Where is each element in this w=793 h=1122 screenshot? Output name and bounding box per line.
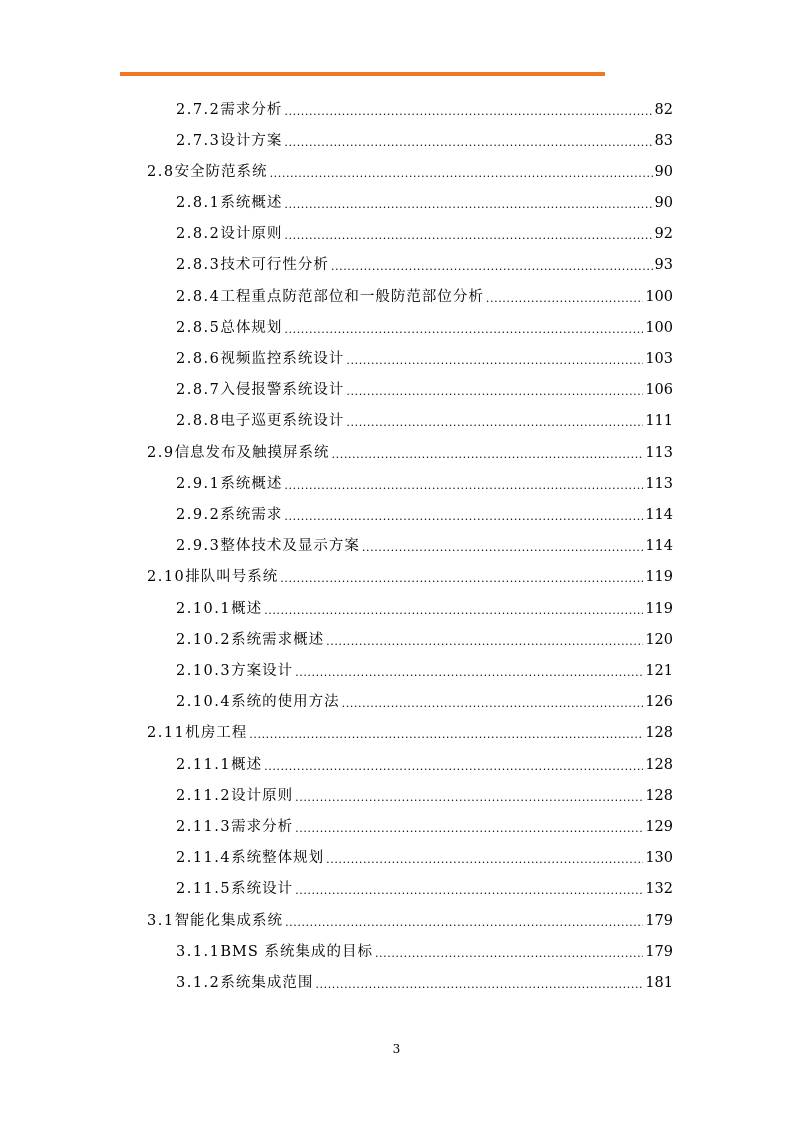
toc-entry-number: 2.9.1 [176,476,221,492]
toc-entry[interactable] [176,968,673,999]
toc-entry-page: 103 [645,351,673,367]
toc-entry-page: 83 [654,133,673,149]
toc-dot-leader [295,781,643,812]
toc-entry-number: 2.10.2 [176,632,232,648]
toc-entry[interactable] [176,313,673,344]
toc-entry-title: 系统整体规划 [231,850,325,866]
toc-entry-number: 2.9.3 [176,538,221,554]
toc-entry-number: 3.1.1 [176,944,221,960]
toc-entry[interactable] [176,95,673,126]
toc-entry-page: 82 [654,102,673,118]
toc-dot-leader [284,219,652,250]
toc-entry[interactable] [176,812,673,843]
toc-dot-leader [270,157,653,188]
toc-entry-page: 100 [645,289,673,305]
toc-dot-leader [249,718,643,749]
toc-entry-number: 3.1 [147,913,175,929]
toc-entry-number: 2.11.5 [176,881,232,897]
toc-entry-number: 2.10 [147,569,186,585]
toc-entry-page: 113 [645,476,673,492]
toc-entry[interactable] [176,219,673,250]
toc-entry-page: 119 [645,569,673,585]
toc-dot-leader [284,188,652,219]
toc-entry[interactable] [176,781,673,812]
toc-entry-number: 2.9.2 [176,507,221,523]
toc-entry-title: 设计方案 [220,133,283,149]
toc-dot-leader [284,500,643,531]
toc-entry-title: 系统集成范围 [220,975,314,991]
toc-entry-title: 需求分析 [220,102,283,118]
toc-entry-page: 100 [645,320,673,336]
toc-entry[interactable] [176,937,673,968]
toc-entry-title: 技术可行性分析 [220,257,329,273]
toc-entry[interactable] [176,656,673,687]
toc-entry[interactable] [147,562,673,593]
toc-entry-title: 概述 [231,757,263,773]
toc-entry-number: 2.7.3 [176,133,221,149]
toc-entry-page: 126 [645,694,673,710]
toc-entry-title: 方案设计 [231,663,294,679]
toc-dot-leader [295,812,643,843]
toc-entry-number: 2.8 [147,164,175,180]
toc-entry[interactable] [176,843,673,874]
toc-dot-leader [295,656,643,687]
toc-entry-page: 119 [645,601,673,617]
toc-entry-title: 设计原则 [231,788,294,804]
toc-entry-page: 128 [645,788,673,804]
toc-entry-page: 179 [645,913,673,929]
toc-entry-page: 90 [654,164,673,180]
toc-entry-title: 系统需求 [220,507,283,523]
toc-dot-leader [280,562,643,593]
header-rule [120,72,605,76]
toc-entry[interactable] [147,438,673,469]
toc-dot-leader [284,95,652,126]
toc-entry-number: 2.11.3 [176,819,232,835]
toc-entry-title: 系统设计 [231,881,294,897]
toc-entry-title: 整体技术及显示方案 [220,538,360,554]
toc-entry-title: 视频监控系统设计 [220,351,345,367]
toc-entry-page: 128 [645,757,673,773]
toc-entry-page: 129 [645,819,673,835]
toc-entry[interactable] [176,126,673,157]
toc-entry-number: 2.10.1 [176,601,232,617]
toc-entry-page: 106 [645,382,673,398]
toc-entry-number: 2.11.1 [176,757,232,773]
toc-dot-leader [285,906,643,937]
toc-entry[interactable] [176,531,673,562]
toc-entry-title: 机房工程 [185,725,248,741]
toc-entry-title: 系统概述 [220,476,283,492]
toc-entry[interactable] [176,750,673,781]
toc-entry[interactable] [176,282,673,313]
page-number: 3 [392,1042,401,1056]
toc-entry-number: 2.7.2 [176,102,221,118]
toc-entry-number: 2.11 [147,725,186,741]
toc-entry[interactable] [176,500,673,531]
toc-entry-number: 2.9 [147,445,175,461]
toc-entry-page: 181 [645,975,673,991]
toc-entry-page: 114 [645,507,673,523]
toc-entry[interactable] [176,406,673,437]
toc-dot-leader [342,687,644,718]
toc-entry-number: 2.8.7 [176,382,221,398]
toc-dot-leader [332,438,644,469]
toc-entry-page: 132 [645,881,673,897]
toc-entry[interactable] [176,375,673,406]
toc-entry-number: 3.1.2 [176,975,221,991]
toc-entry-number: 2.8.3 [176,257,221,273]
toc-entry[interactable] [176,344,673,375]
toc-entry-page: 111 [645,413,673,429]
toc-dot-leader [375,937,643,968]
toc-entry[interactable] [176,874,673,905]
toc-entry-title: BMS 系统集成的目标 [220,944,373,960]
toc-entry-page: 130 [645,850,673,866]
toc-entry-number: 2.8.1 [176,195,221,211]
toc-entry-title: 安全防范系统 [174,164,268,180]
toc-entry-title: 入侵报警系统设计 [220,382,345,398]
toc-entry-title: 概述 [231,601,263,617]
toc-entry-page: 90 [654,195,673,211]
toc-entry-number: 2.8.5 [176,320,221,336]
toc-entry-title: 排队叫号系统 [185,569,279,585]
toc-entry-number: 2.11.4 [176,850,232,866]
toc-entry-page: 179 [645,944,673,960]
toc-entry-title: 信息发布及触摸屏系统 [174,445,330,461]
toc-entry-number: 2.8.6 [176,351,221,367]
toc-entry-page: 114 [645,538,673,554]
toc-dot-leader [346,406,643,437]
toc-entry-title: 智能化集成系统 [174,913,284,929]
toc-dot-leader [264,594,643,625]
toc-entry-page: 113 [645,445,673,461]
toc-entry[interactable] [176,687,673,718]
toc-entry[interactable] [176,188,673,219]
toc-dot-leader [326,843,643,874]
toc-dot-leader [284,313,643,344]
toc-entry[interactable] [147,906,673,937]
toc-entry-number: 2.11.2 [176,788,232,804]
toc-dot-leader [346,344,643,375]
toc-dot-leader [264,750,643,781]
toc-entry-title: 系统的使用方法 [231,694,340,710]
toc-entry-number: 2.10.4 [176,694,232,710]
toc-entry-page: 93 [654,257,673,273]
toc-entry-page: 121 [645,663,673,679]
toc-dot-leader [315,968,643,999]
toc-dot-leader [284,126,652,157]
toc-entry-title: 系统需求概述 [231,632,325,648]
toc-entry-number: 2.10.3 [176,663,232,679]
toc-entry-title: 工程重点防范部位和一般防范部位分析 [220,289,484,305]
toc-entry-title: 电子巡更系统设计 [220,413,345,429]
toc-entry[interactable] [147,157,673,188]
toc-entry-title: 总体规划 [220,320,283,336]
toc-entry[interactable] [176,594,673,625]
toc-dot-leader [331,250,653,281]
toc-dot-leader [326,625,643,656]
toc-entry-page: 120 [645,632,673,648]
toc-entry[interactable] [176,250,673,281]
toc-dot-leader [284,469,643,500]
toc-entry-title: 需求分析 [231,819,294,835]
toc-entry[interactable] [176,625,673,656]
toc-dot-leader [362,531,643,562]
toc-dot-leader [346,375,643,406]
toc-entry-page: 92 [654,226,673,242]
toc-dot-leader [486,282,643,313]
toc-entry-page: 128 [645,725,673,741]
toc-entry-title: 设计原则 [220,226,283,242]
toc-entry-number: 2.8.4 [176,289,221,305]
toc-entry-title: 系统概述 [220,195,283,211]
toc-dot-leader [295,874,643,905]
toc-entry-number: 2.8.2 [176,226,221,242]
toc-entry[interactable] [176,469,673,500]
toc-entry-number: 2.8.8 [176,413,221,429]
toc-entry[interactable] [147,718,673,749]
